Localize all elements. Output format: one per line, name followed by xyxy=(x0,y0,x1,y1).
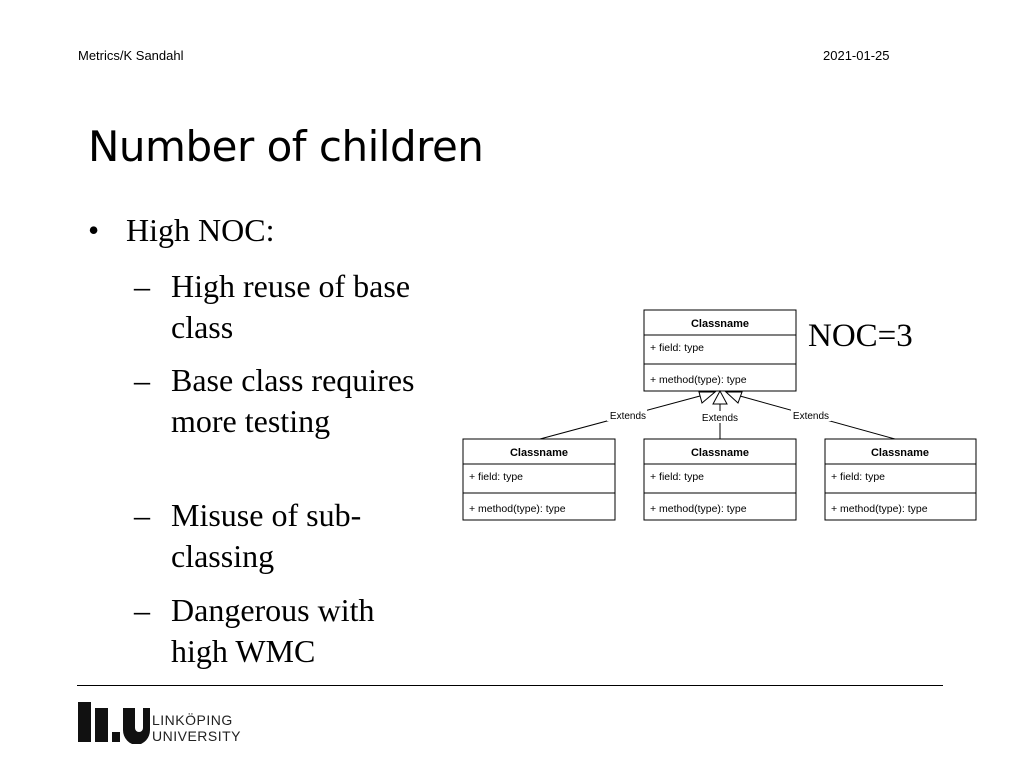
class-field: + field: type xyxy=(650,342,704,354)
header-author: Metrics/K Sandahl xyxy=(78,48,184,63)
header-date: 2021-01-25 xyxy=(823,48,890,63)
inheritance-arrowhead-icon xyxy=(726,392,742,403)
class-name: Classname xyxy=(690,447,750,459)
sub-bullet-dash: – xyxy=(134,268,150,304)
university-name xyxy=(152,712,241,744)
sub-bullet-text: Dangerous with high WMC xyxy=(171,592,375,669)
class-method: + method(type): type xyxy=(831,503,928,515)
edge-label-extends: Extends xyxy=(792,411,830,422)
bullet-text: High NOC: xyxy=(126,212,275,248)
edge-label-extends: Extends xyxy=(609,411,647,422)
sub-bullet-text: High reuse of base class xyxy=(171,268,411,345)
class-method: + method(type): type xyxy=(650,503,747,515)
sub-bullet-dash: – xyxy=(134,362,150,398)
inheritance-arrowhead-icon xyxy=(713,391,727,404)
class-name: Classname xyxy=(509,447,569,459)
university-line-2: UNIVERSITY xyxy=(152,728,242,744)
uml-class-parent xyxy=(644,310,796,391)
class-name: Classname xyxy=(690,318,750,330)
sub-bullet-text: Base class requires more testing xyxy=(171,362,415,439)
uml-class-child-3 xyxy=(825,439,976,520)
inheritance-arrowhead-icon xyxy=(699,392,715,403)
sub-bullet-dash: – xyxy=(134,592,150,628)
uml-class-child-1 xyxy=(463,439,615,520)
footer-divider xyxy=(77,685,943,686)
sub-bullet-text: Misuse of sub-classing xyxy=(171,497,362,574)
class-method: + method(type): type xyxy=(650,374,747,386)
noc-label: NOC=3 xyxy=(808,318,913,354)
liu-logo-icon xyxy=(78,702,150,744)
uml-class-child-2 xyxy=(644,439,796,520)
class-field: + field: type xyxy=(469,471,523,483)
class-field: + field: type xyxy=(831,471,885,483)
class-name: Classname xyxy=(870,447,930,459)
edge-label-extends: Extends xyxy=(701,413,739,424)
bullet-symbol: • xyxy=(88,212,100,248)
class-field: + field: type xyxy=(650,471,704,483)
slide-title: Number of children xyxy=(88,122,484,171)
class-method: + method(type): type xyxy=(469,503,566,515)
sub-bullet-dash: – xyxy=(134,497,150,533)
university-line-1: LINKÖPING xyxy=(152,712,233,728)
